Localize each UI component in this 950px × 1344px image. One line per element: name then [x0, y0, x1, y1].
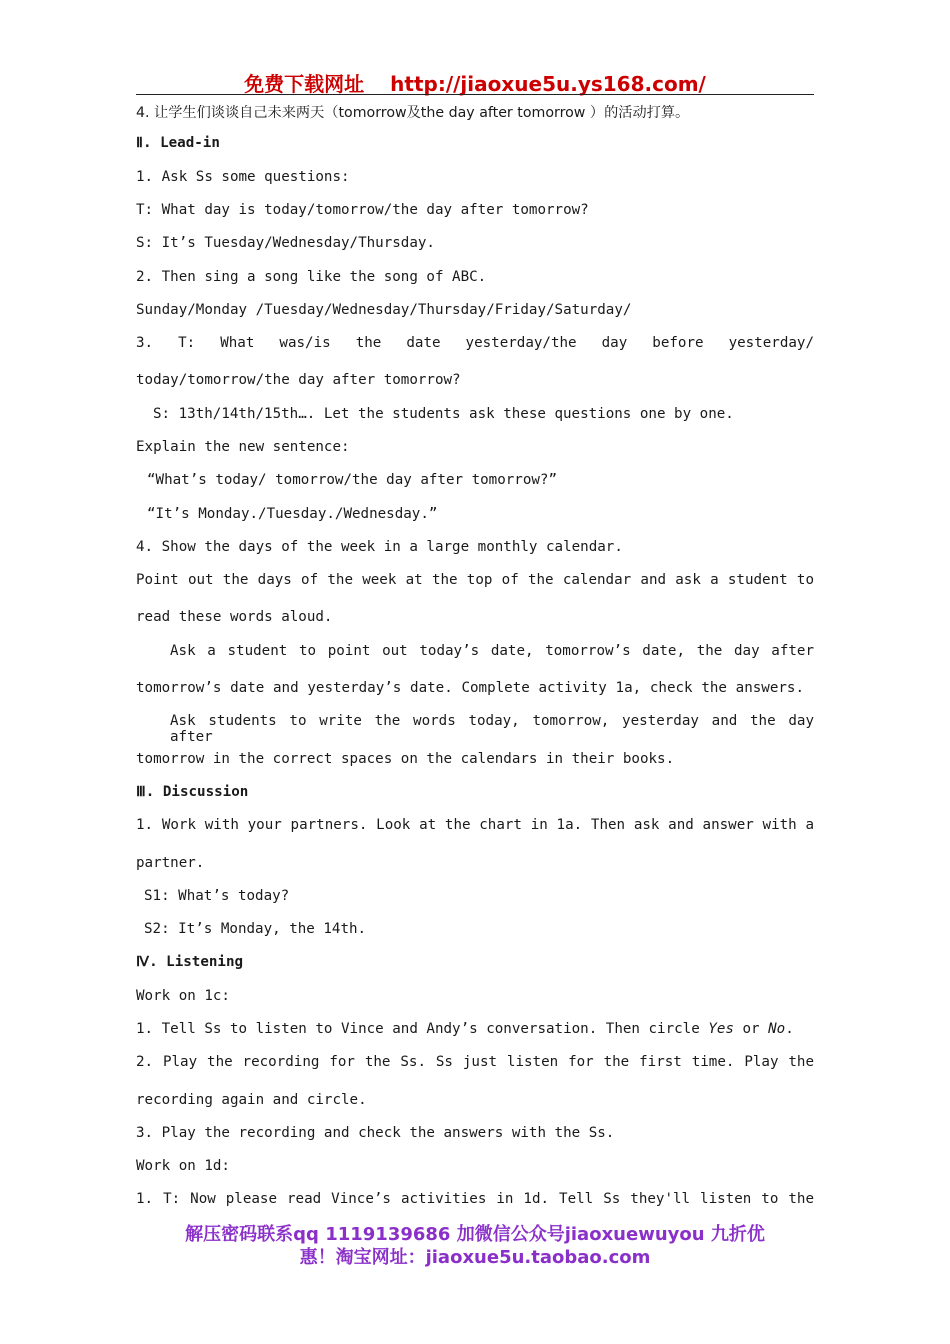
- text-line: Work on 1c:: [136, 988, 230, 1004]
- text-line: 4. Show the days of the week in a large monthly calendar.: [136, 539, 623, 555]
- text-line: 2. Then sing a song like the song of ABC.: [136, 269, 487, 285]
- text-line: recording again and circle.: [136, 1092, 367, 1108]
- text-run: .: [785, 1021, 794, 1037]
- text-line: 4. 让学生们谈谈自己未来两天（tomorrow及the day after tomorrow ）的活动打算。: [136, 105, 690, 121]
- footer-line-2: 惠！淘宝网址：jiaoxue5u.taobao.com: [299, 1247, 651, 1268]
- footer-line-1: 解压密码联系qq 1119139686 加微信公众号jiaoxuewuyou 九折优: [185, 1224, 765, 1245]
- text-line: “What’s today/ tomorrow/the day after tomorrow?”: [147, 472, 557, 488]
- text-run-yes: Yes: [708, 1021, 734, 1037]
- text-line: Sunday/Monday /Tuesday/Wednesday/Thursday/Friday/Saturday/: [136, 302, 632, 318]
- text-line: 1. T: Now please read Vince’s activities in 1d. Tell Ss they'll listen to the: [136, 1191, 814, 1207]
- text-line: partner.: [136, 855, 205, 871]
- text-run-no: No: [768, 1021, 786, 1037]
- text-run: 1. Tell Ss to listen to Vince and Andy’s conversation. Then circle: [136, 1021, 709, 1037]
- section-heading-lead-in: Ⅱ. Lead-in: [136, 135, 220, 151]
- text-line: 1. Ask Ss some questions:: [136, 169, 350, 185]
- text-line: T: What day is today/tomorrow/the day after tomorrow?: [136, 202, 589, 218]
- header-url[interactable]: http://jiaoxue5u.ys168.com/: [390, 72, 706, 96]
- header-divider: [136, 94, 814, 95]
- text-line: today/tomorrow/the day after tomorrow?: [136, 372, 461, 388]
- text-line: Ask students to write the words today, tomorrow, yesterday and the day after: [170, 713, 814, 745]
- text-run: or: [733, 1021, 769, 1037]
- text-line: S: 13th/14th/15th…. Let the students ask these questions one by one.: [153, 406, 734, 422]
- text-line: read these words aloud.: [136, 609, 333, 625]
- text-line: Point out the days of the week at the top of the calendar and ask a student to: [136, 572, 814, 588]
- text-line: [136, 1021, 794, 1037]
- text-line: tomorrow in the correct spaces on the calendars in their books.: [136, 751, 675, 767]
- text-line: “It’s Monday./Tuesday./Wednesday.”: [147, 506, 438, 522]
- section-heading-discussion: Ⅲ. Discussion: [136, 784, 249, 800]
- text-line: tomorrow’s date and yesterday’s date. Complete activity 1a, check the answers.: [136, 680, 804, 696]
- section-heading-listening: Ⅳ. Listening: [136, 954, 244, 970]
- text-line: 1. Work with your partners. Look at the chart in 1a. Then ask and answer with a: [136, 817, 814, 833]
- text-line: Ask a student to point out today’s date, tomorrow’s date, the day after: [170, 643, 814, 659]
- text-line: 2. Play the recording for the Ss. Ss just listen for the first time. Play the: [136, 1054, 814, 1070]
- text-line: S: It’s Tuesday/Wednesday/Thursday.: [136, 235, 435, 251]
- text-line: Work on 1d:: [136, 1158, 230, 1174]
- text-line: S1: What’s today?: [144, 888, 290, 904]
- text-line: 3. Play the recording and check the answers with the Ss.: [136, 1125, 615, 1141]
- text-line: S2: It’s Monday, the 14th.: [144, 921, 367, 937]
- page-header: [136, 68, 814, 97]
- text-line: 3. T: What was/is the date yesterday/the day before yesterday/: [136, 335, 814, 351]
- header-label: 免费下载网址: [244, 72, 365, 96]
- text-line: Explain the new sentence:: [136, 439, 350, 455]
